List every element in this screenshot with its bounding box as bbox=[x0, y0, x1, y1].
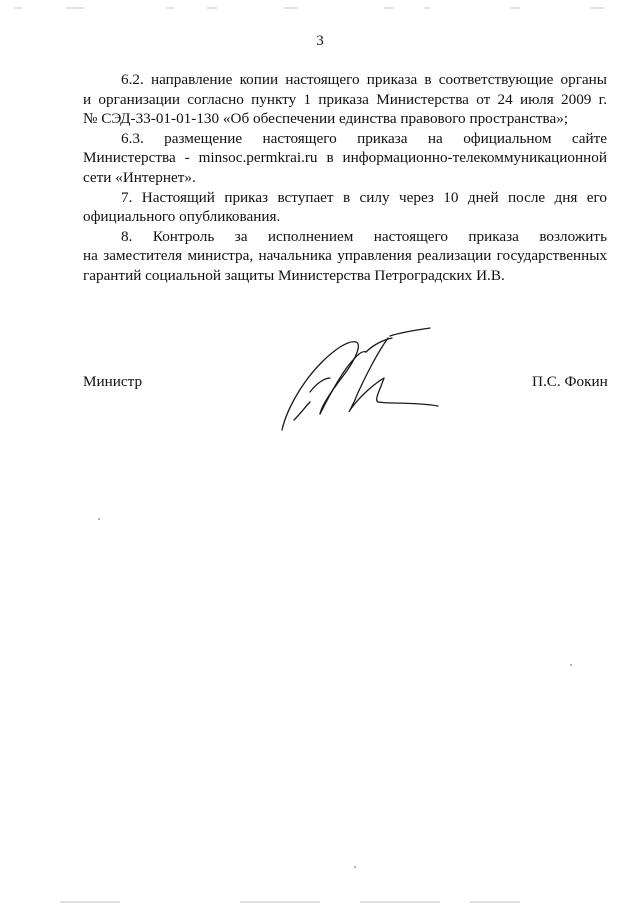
handwritten-signature bbox=[270, 322, 440, 434]
paragraph-6-3-line-1: 6.3. размещение настоящего приказа на официальном сайте bbox=[121, 129, 607, 147]
paragraph-8-line-3: гарантий социальной защиты Министерства Петроградских И.В. bbox=[83, 266, 505, 284]
paragraph-6-3-line-3: сети «Интернет». bbox=[83, 168, 196, 186]
scan-edge-top bbox=[0, 0, 640, 14]
scan-speck bbox=[354, 866, 356, 868]
signatory-name: П.С. Фокин bbox=[532, 373, 608, 390]
scan-edge-bottom bbox=[0, 897, 640, 905]
signatory-role: Министр bbox=[83, 373, 143, 390]
paragraph-7-line-1: 7. Настоящий приказ вступает в силу через 10 дней после дня его bbox=[121, 188, 607, 206]
scan-speck bbox=[98, 518, 100, 520]
paragraph-7-line-2: официального опубликования. bbox=[83, 208, 281, 226]
paragraph-8-line-1: 8. Контроль за исполнением настоящего приказа возложить bbox=[121, 227, 607, 245]
scan-speck bbox=[570, 664, 572, 666]
paragraph-6-2-line-2: и организации согласно пункту 1 приказа Министерства от 24 июля 2009 г. bbox=[83, 90, 607, 108]
paragraph-6-2-line-3: № СЭД-33-01-01-130 «Об обеспечении единства правового пространства»; bbox=[83, 110, 569, 128]
paragraph-6-3-line-2: Министерства - minsoc.permkrai.ru в информационно-телекоммуникационной bbox=[83, 149, 607, 167]
paragraph-6-2-line-1: 6.2. направление копии настоящего приказа в соответствующие органы bbox=[121, 71, 607, 88]
paragraph-8-line-2: на заместителя министра, начальника управления реализации государственных bbox=[83, 247, 607, 265]
page-number: 3 bbox=[316, 33, 324, 49]
document-body bbox=[83, 70, 607, 286]
